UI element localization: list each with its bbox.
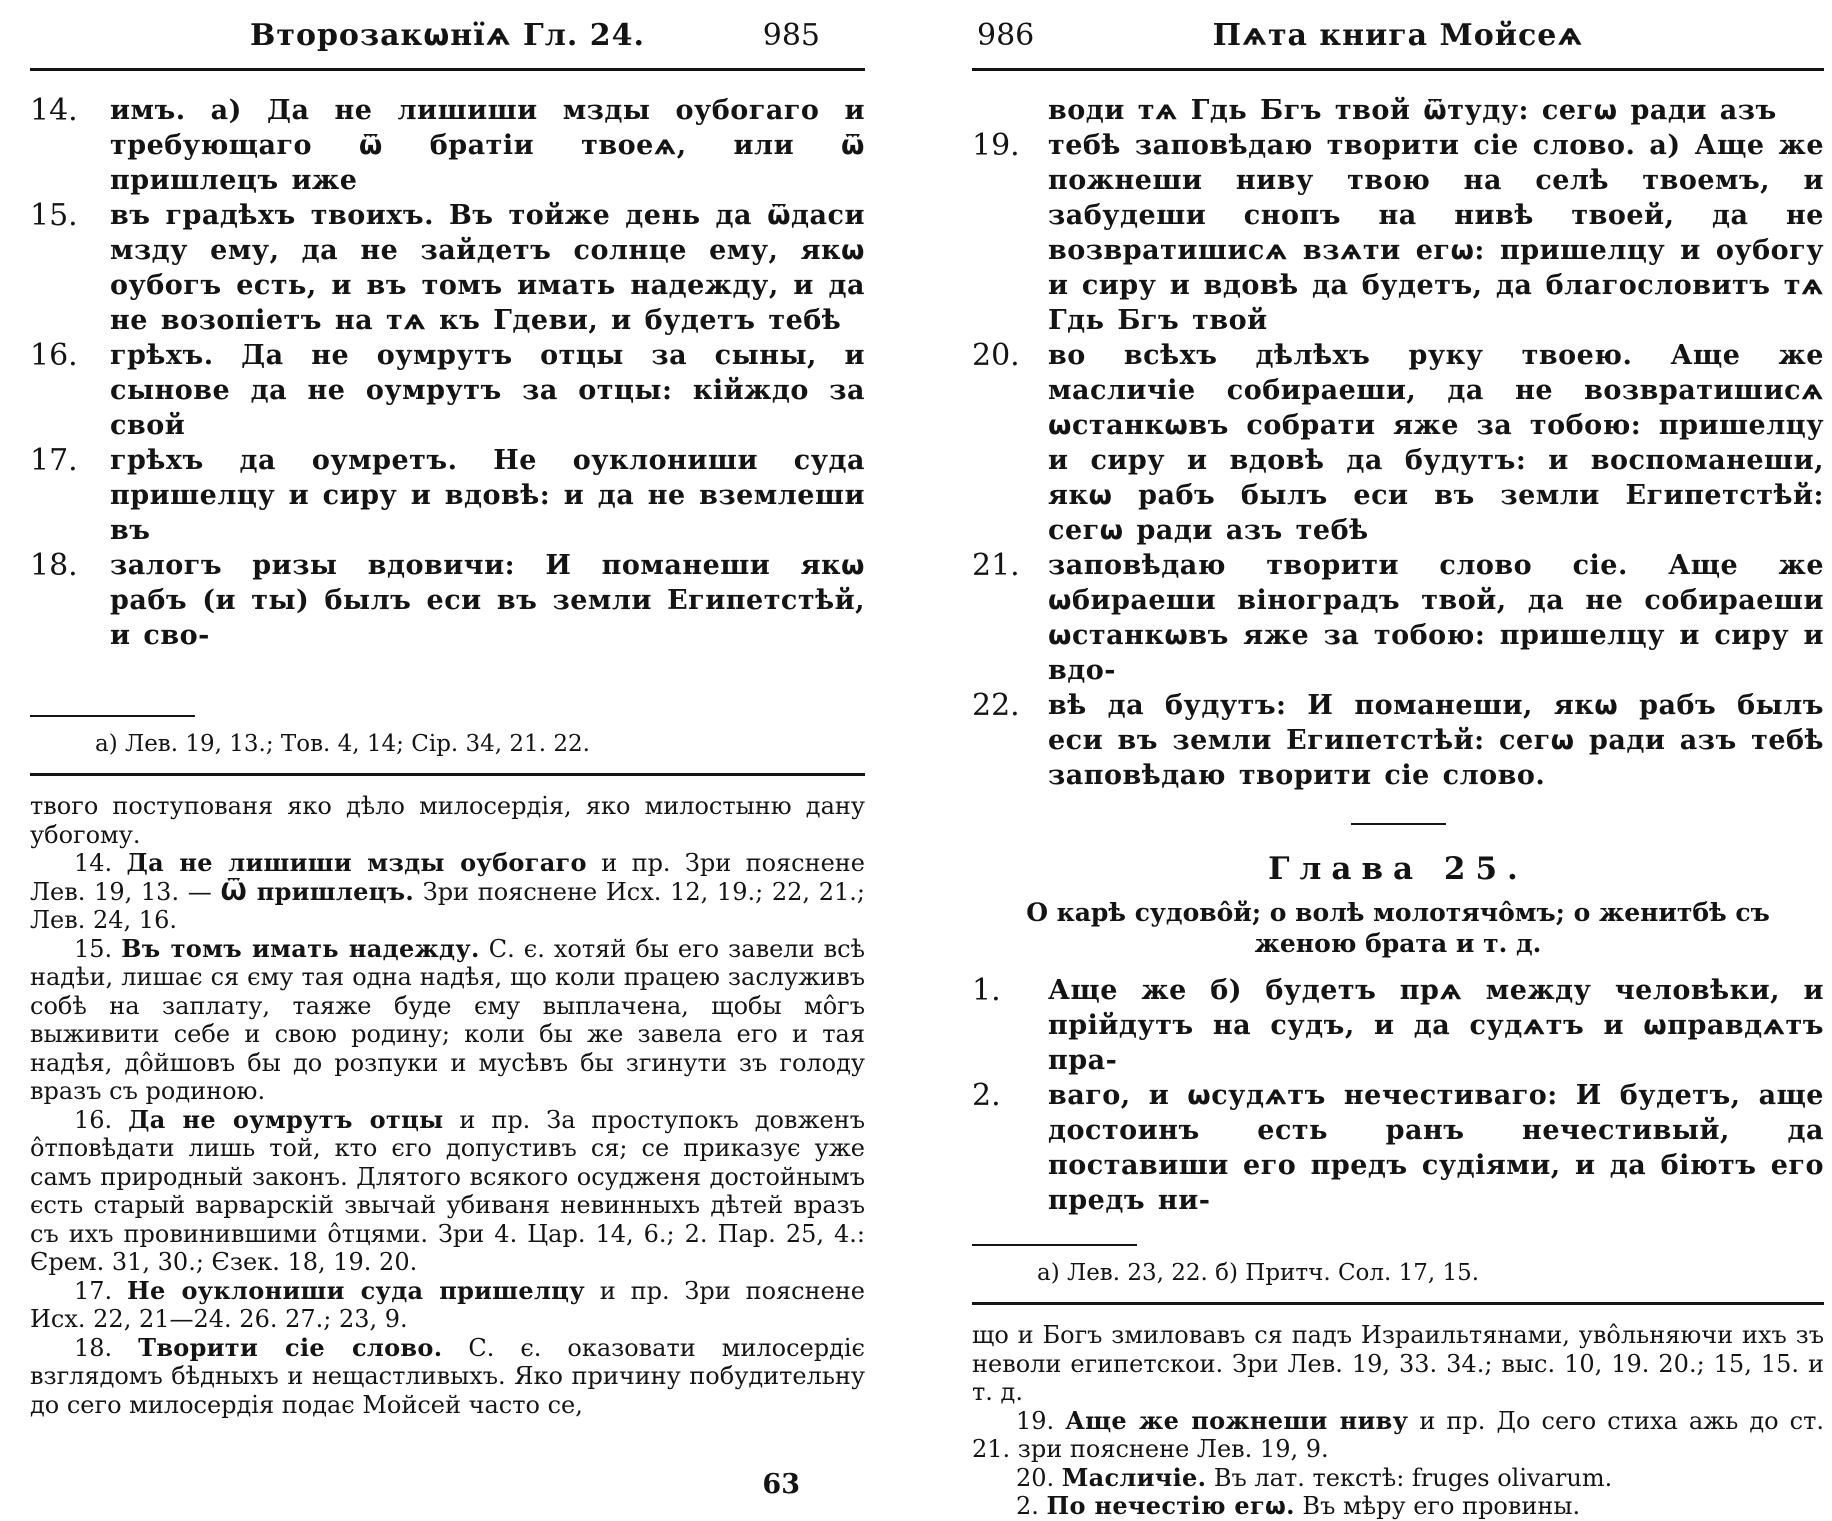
page-right [972, 8, 1824, 1521]
commentary-segment: С. є. хотяй бы его завели всѣ надѣи, лишає ся єму тая одна надѣя, що коли працею заслуживъ собѣ на заплату, таяже буде єму выплачена, щобы мôгъ выживити себе и свою родину; коли бы же завела его и тая надѣя, дôйшовъ бы до розпуки и мусѣвъ бы згинути зъ голоду вразъ съ родиною. [30, 934, 866, 1105]
verse-row [30, 443, 865, 548]
footnote-left: а) Лев. 19, 13.; Тов. 4, 14; Сір. 34, 21. 22. [95, 731, 590, 757]
chapter-heading: Глава 25. [1268, 851, 1528, 887]
commentary-segment: Въ мѣру его провины. [1294, 1492, 1581, 1520]
verse-text: Аще же б) будетъ прѧ между человѣки, и прійдутъ на судъ, и да судѧтъ и ѡправдѧтъ пра- [1048, 975, 1824, 1076]
verse-row [972, 1078, 1824, 1218]
commentary-segments [30, 935, 865, 1106]
running-head-right [972, 8, 1824, 60]
commentary-segment: Да не оумрутъ отцы [128, 1104, 444, 1134]
verse-number: 20. [972, 338, 1020, 373]
verse-row [30, 93, 865, 198]
commentary-segments [30, 792, 865, 849]
verse-row [972, 688, 1824, 793]
verse-text: грѣхъ. Да не оумрутъ отцы за сыны, и сынове да не оумрутъ за отцы: кійждо за свой [110, 340, 865, 441]
commentary-segment: Творити сіе слово. [138, 1332, 443, 1362]
commentary-segment: 15. [74, 934, 122, 963]
commentary-segment: и пр. За проступокъ довженъ ôтповѣдати лишь той, кто єго допустивъ ся; се приказує уже самъ природный законъ. Длятого всякого осудженя достойнымъ єсть старый варварскій звычай убиваня невинныхъ дѣтей вразъ съ ихъ провинившими ôтцями. Зри 4. Цар. 14, 6.; 2. Пар. 25, 4.: Єрем. 31, 30.; Єзек. 18, 19. 20. [30, 1105, 865, 1276]
commentary-segments [30, 1334, 865, 1419]
verse-number: 15. [30, 198, 78, 233]
verse-text: залогъ ризы вдовичи: И поманеши якѡ рабъ (и ты) былъ еси въ земли Египетстѣй, и сво- [110, 550, 865, 651]
commentary-segment: 19. [1016, 1406, 1066, 1435]
verse-number: 2. [972, 1078, 1001, 1113]
footnote-rule-right [972, 1244, 1137, 1246]
commentary-segment: и пр. Зри пояснене Лев. 19, 13. — [30, 849, 866, 906]
header-rule-right [972, 68, 1824, 71]
running-head-left [30, 8, 865, 60]
verse-row [30, 198, 865, 338]
commentary-segment: и пр. Зри пояснене Исх. 22, 21—24. 26. 27.; 23, 9. [30, 1276, 866, 1333]
verse-number: 17. [30, 443, 78, 478]
verse-number: 21. [972, 548, 1020, 583]
commentary-paragraph [30, 935, 865, 1106]
verse-row [972, 128, 1824, 338]
commentary-segment: Въ томъ имать надежду. [121, 933, 480, 963]
commentary-segment: Аще же пожнеши ниву [1065, 1405, 1409, 1435]
verse-number: 14. [30, 93, 78, 128]
commentary-paragraph [30, 849, 865, 935]
verse-number: 16. [30, 338, 78, 373]
verse-row [972, 548, 1824, 688]
verse-text: заповѣдаю творити слово сіе. Аще же ѡбираеши віноградъ твой, да не собираеши ѡстанкѡвъ яже за тобою: пришелцу и сиру и вдо- [1048, 550, 1824, 686]
commentary-segment: С. є. оказовати милосердіє взглядомъ бѣдныхъ и нещастливыхъ. Яко причину побудительну до сего милосердія подає Мойсей часто се, [30, 1333, 866, 1419]
running-title-left: Второзакѡнїѧ Гл. 24. [250, 18, 645, 53]
commentary-paragraph [30, 1106, 865, 1277]
commentary-segment: 2. [1016, 1492, 1047, 1520]
commentary-segment: 20. [1016, 1463, 1062, 1492]
commentary-segment: твого поступованя яко дѣло милосердія, яко милостыню дану убогому. [30, 792, 865, 849]
page-number-right: 986 [977, 18, 1035, 53]
commentary-segments [1016, 1464, 1612, 1492]
commentary-paragraph [30, 1277, 865, 1334]
commentary-segments [30, 849, 865, 934]
verse-text: въ градѣхъ твоихъ. Въ тойже день да ѿдаси мзду ему, да не зайдетъ солнце ему, якѡ оубогъ есть, и въ томъ имать надежду, и да не возопіетъ на тѧ къ Гдеви, и будетъ тебѣ [110, 200, 865, 336]
commentary-segment: 16. [74, 1105, 129, 1134]
commentary-paragraph [972, 1464, 1824, 1493]
commentary-segment: що и Богъ змиловавъ ся падъ Израильтянами, увôльняючи ихъ зъ неволи египетскои. Зри Лев. 19, 33. 34.; выс. 10, 19. 20.; 15, 15. и т. д. [972, 1321, 1824, 1406]
verse-block-right [972, 93, 1824, 793]
verse-number: 19. [972, 128, 1020, 163]
commentary-segment: Зри пояснене Исх. 12, 19.; 22, 21.; Лев. 24, 16. [30, 877, 865, 934]
verse-text: води тѧ Гдь Бгъ твой ѿтуду: сегѡ ради азъ [1048, 95, 1777, 126]
verse-text: вѣ да будутъ: И поманеши, якѡ рабъ былъ еси въ земли Египетстѣй: сегѡ ради азъ тебѣ заповѣдаю творити сіе слово. [1048, 690, 1824, 791]
commentary-segment: Въ лат. текстѣ: fruges olivarum. [1206, 1463, 1613, 1492]
signature-number: 63 [762, 1469, 800, 1500]
commentary-segment: 17. [74, 1276, 128, 1305]
commentary-paragraph [972, 1407, 1824, 1464]
commentary-segment: 18. [74, 1333, 139, 1362]
commentary-paragraph [30, 792, 865, 849]
commentary-segments [30, 1106, 865, 1277]
verse-number [972, 93, 1048, 128]
commentary-segment: Ѿ пришлецъ. [220, 876, 415, 906]
verse-number: 18. [30, 548, 78, 583]
page-left [30, 8, 865, 1500]
verse-row [972, 338, 1824, 548]
commentary-segments [972, 1407, 1824, 1464]
verse-row [30, 548, 865, 653]
commentary-segments [1016, 1492, 1580, 1520]
chapter-verse-block [972, 973, 1824, 1218]
verse-row [972, 973, 1824, 1078]
commentary-segment: и пр. До сего стиха ажь до ст. 21. зри пояснене Лев. 19, 9. [972, 1406, 1825, 1463]
footnote-rule-left [30, 715, 195, 717]
commentary-segment: Не оуклониши суда пришелцу [127, 1275, 585, 1305]
commentary-right [972, 1321, 1824, 1521]
verse-text: грѣхъ да оумретъ. Не оуклониши суда пришелцу и сиру и вдовѣ: и да не вземлеши въ [110, 445, 865, 546]
header-rule-left [30, 68, 865, 71]
verse-row [30, 338, 865, 443]
verse-text: имъ. а) Да не лишиши мзды оубогаго и требующаго ѿ братіи твоеѧ, или ѿ пришлецъ иже [110, 95, 865, 196]
chapter-separator-rule [1351, 823, 1446, 825]
commentary-segments [30, 1277, 865, 1334]
chapter-subtitle: О карѣ судовôй; о волѣ молотячôмъ; о женитбѣ съ женою брата и т. д. [1026, 898, 1770, 958]
commentary-paragraph [30, 1334, 865, 1420]
footnote-right: а) Лев. 23, 22. б) Притч. Сол. 17, 15. [1037, 1260, 1480, 1286]
section-rule-left [30, 773, 865, 776]
commentary-left [30, 792, 865, 1419]
verse-row [972, 93, 1824, 128]
commentary-segment: Да не лишиши мзды оубогаго [126, 848, 587, 877]
verse-number: 1. [972, 973, 1001, 1008]
verse-number: 22. [972, 688, 1020, 723]
verse-block-left [30, 93, 865, 653]
section-rule-right [972, 1302, 1824, 1305]
running-title-right: Пѧта книга Мойсеѧ [1212, 18, 1584, 53]
commentary-segments [972, 1321, 1824, 1406]
verse-text: во всѣхъ дѣлѣхъ руку твоею. Аще же масличіе собираеши, да не возвратишисѧ ѡстанкѡвъ собрати яже за тобою: пришелцу и сиру и вдовѣ да будутъ: и воспоманеши, якѡ рабъ былъ еси въ земли Египетстѣй: сегѡ ради азъ тебѣ [1048, 340, 1824, 546]
commentary-segment: По нечестію егѡ. [1046, 1491, 1295, 1520]
commentary-segment: Масличіе. [1061, 1462, 1207, 1492]
verse-text: тебѣ заповѣдаю творити сіе слово. а) Аще же пожнеши ниву твою на селѣ твоемъ, и забудеши снопъ на нивѣ твоей, да не возвратишисѧ взѧти егѡ: пришелцу и оубогу и сиру и вдовѣ да будетъ, да благословитъ тѧ Гдь Бгъ твой [1048, 130, 1824, 336]
commentary-paragraph [972, 1492, 1824, 1521]
page-number-left: 985 [762, 18, 820, 53]
commentary-segment: 14. [74, 849, 127, 877]
commentary-paragraph [972, 1321, 1824, 1407]
verse-text: ваго, и ѡсудѧтъ нечестиваго: И будетъ, аще достоинъ есть ранъ нечестивый, да поставиши его предъ судіями, и да біютъ его предъ ни- [1048, 1080, 1824, 1216]
